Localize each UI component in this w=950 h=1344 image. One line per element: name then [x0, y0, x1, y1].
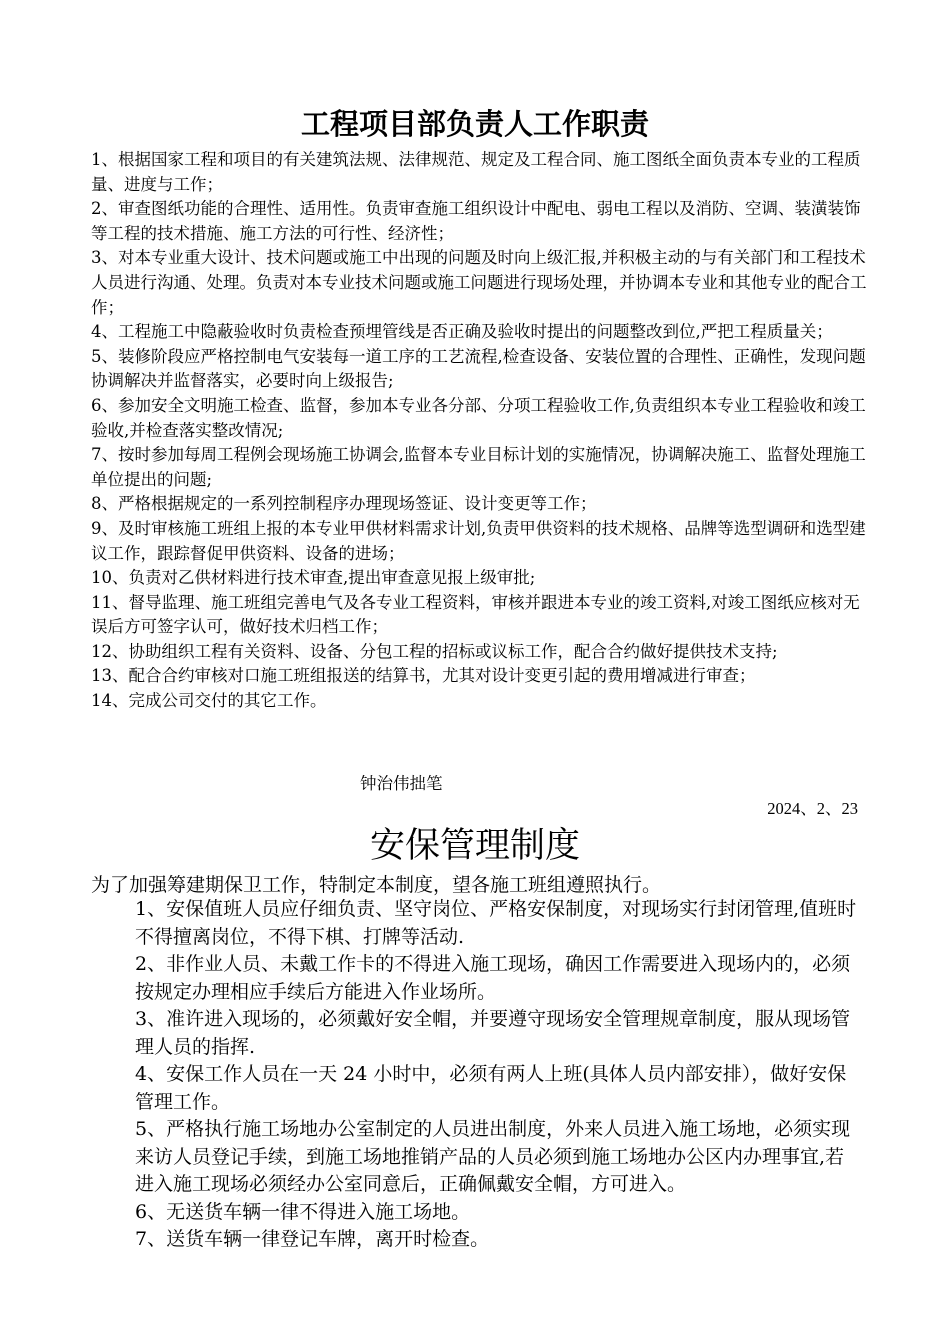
rule-item: 3、准许进入现场的，必须戴好安全帽，并要遵守现场安全管理规章制度，服从现场管理人员的指挥. [135, 1008, 851, 1058]
duty-item: 2、审查图纸功能的合理性、适用性。负责审查施工组织设计中配电、弱电工程以及消防、空调、装潢装饰等工程的技术措施、施工方法的可行性、经济性； [91, 199, 861, 243]
duty-item: 10、负责对乙供材料进行技术审查,提出审查意见报上级审批; [91, 568, 536, 588]
rule-item: 6、无送货车辆一律不得进入施工场地。 [135, 1200, 471, 1223]
rule-item: 2、非作业人员、未戴工作卡的不得进入施工现场，确因工作需要进入现场内的，必须按规定办理相应手续后方能进入作业场所。 [135, 953, 851, 1003]
duty-item: 5、装修阶段应严格控制电气安装每一道工序的工艺流程,检查设备、安装位置的合理性、正确性，发现问题协调解决并监督落实，必要时向上级报告; [91, 346, 866, 391]
duties-title: 工程项目部负责人工作职责 [300, 107, 649, 141]
duty-item: 14、完成公司交付的其它工作。 [91, 691, 327, 711]
security-title: 安保管理制度 [369, 826, 580, 866]
security-intro: 为了加强筹建期保卫工作，特制定本制度，望各施工班组遵照执行。 [91, 874, 662, 896]
rule-item: 1、安保值班人员应仔细负责、坚守岗位、严格安保制度，对现场实行封闭管理,值班时不得擅离岗位，不得下棋、打牌等活动. [135, 898, 857, 948]
duty-item: 13、配合合约审核对口施工班组报送的结算书，尤其对设计变更引起的费用增减进行审查； [91, 666, 756, 686]
duty-item: 7、按时参加每周工程例会现场施工协调会,监督本专业目标计划的实施情况，协调解决施工、监督处理施工单位提出的问题; [91, 445, 866, 489]
duty-item: 6、参加安全文明施工检查、监督，参加本专业各分部、分项工程验收工作,负责组织本专业工程验收和竣工验收,并检查落实整改情况; [91, 395, 866, 440]
duty-item: 12、协助组织工程有关资料、设备、分包工程的招标或议标工作，配合合约做好提供技术支持; [91, 641, 778, 661]
rule-item: 7、送货车辆一律登记车牌，离开时检查。 [135, 1228, 490, 1250]
duty-item: 3、对本专业重大设计、技术问题或施工中出现的问题及时向上级汇报,并积极主动的与有关部门和工程技术人员进行沟通、处理。负责对本专业技术问题或施工问题进行现场处理，并协调本专业和其他专业的配合工作； [91, 248, 867, 317]
duty-item: 1、根据国家工程和项目的有关建筑法规、法律规范、规定及工程合同、施工图纸全面负责本专业的工程质量、进度与工作； [91, 150, 861, 194]
document-date: 2024、2、23 [767, 799, 858, 818]
rule-item: 5、严格执行施工场地办公室制定的人员进出制度，外来人员进入施工场地，必须实现来访人员登记手续，到施工场地推销产品的人员必须到施工场地办公区内办理事宜,若进入施工现场必须经办公室同意后，正确佩戴安全帽，方可进入。 [135, 1118, 851, 1195]
author-signature: 钟治伟拙笔 [360, 774, 443, 793]
duties-list [91, 148, 874, 714]
duty-item: 11、督导监理、施工班组完善电气及各专业工程资料，审核并跟进本专业的竣工资料,对竣工图纸应核对无误后方可签字认可，做好技术归档工作； [91, 592, 860, 637]
duty-item: 8、严格根据规定的一系列控制程序办理现场签证、设计变更等工作； [91, 494, 597, 514]
duty-item: 9、及时审核施工班组上报的本专业甲供材料需求计划,负责甲供资料的技术规格、品牌等选型调研和选型建议工作，跟踪督促甲供资料、设备的进场； [91, 518, 866, 563]
rule-item: 4、安保工作人员在一天 24 小时中，必须有两人上班(具体人员内部安排），做好安保管理工作。 [135, 1063, 847, 1113]
security-rules-list [135, 896, 861, 1254]
duty-item: 4、工程施工中隐蔽验收时负责检查预埋管线是否正确及验收时提出的问题整改到位,严把工程质量关； [91, 322, 833, 342]
